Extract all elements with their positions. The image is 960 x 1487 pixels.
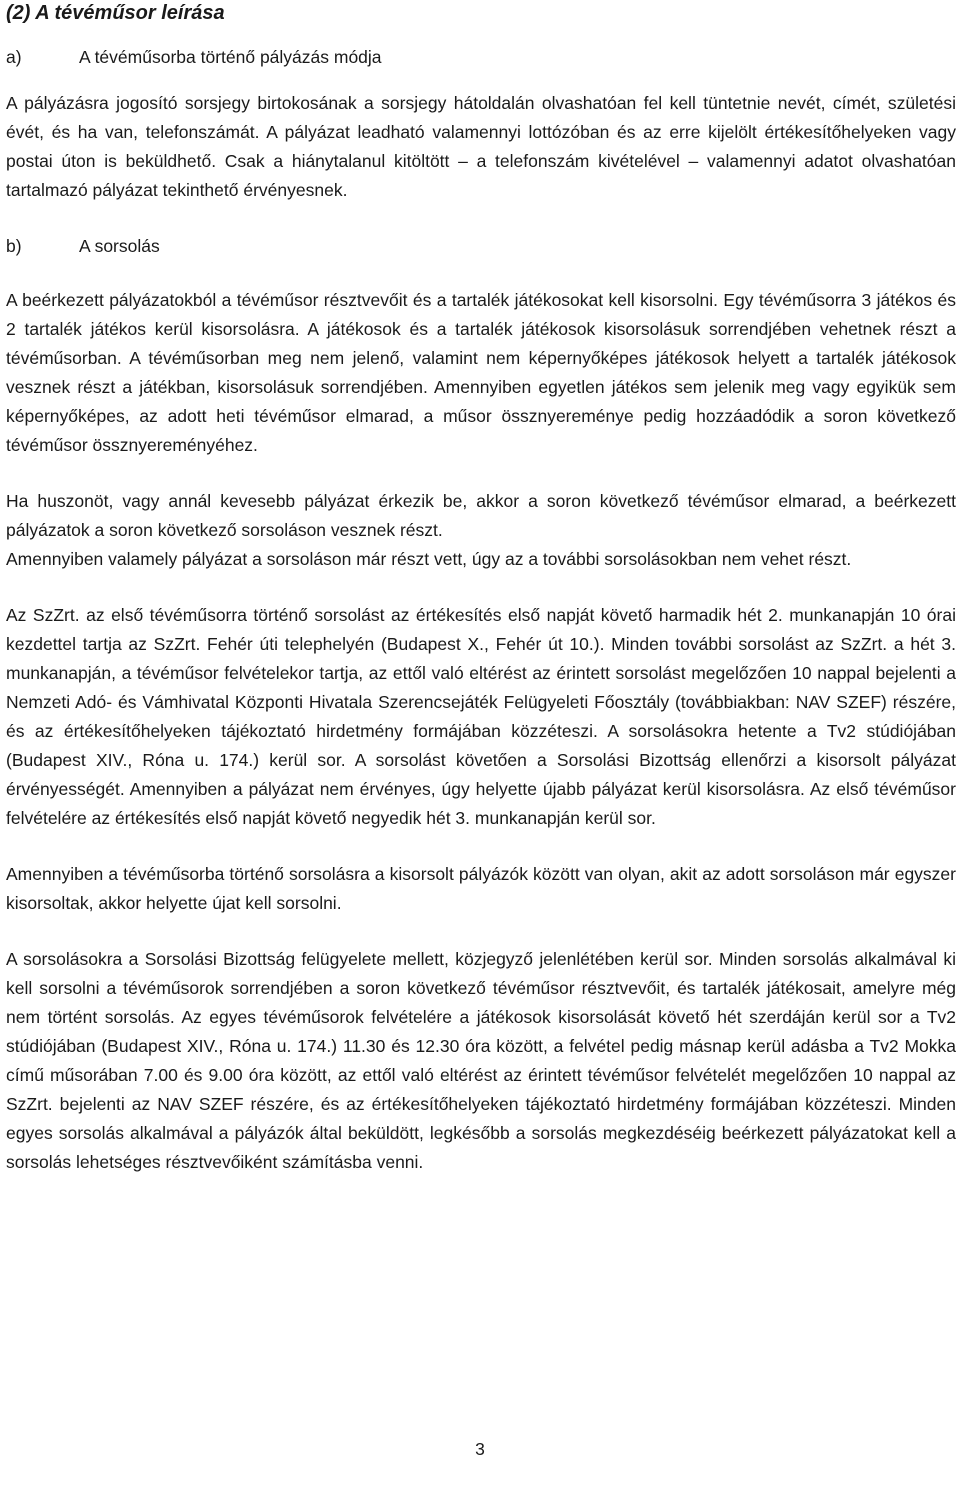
subsection-marker: b)	[6, 236, 22, 256]
paragraph-draw-rules: A beérkezett pályázatokból a tévéműsor résztvevőit és a tartalék játékosokat kell kisorsolni. Egy tévéműsorra 3 játékos és 2 tartalék játékos kerül kisorsolásra. A játékosok és a tartalék játékosok kisorsolásuk sorrendjében vehetnek részt a tévéműsorban. A tévéműsorban meg nem jelenő, valamint nem képernyőképes játékosok helyett a tartalék játékosok vesznek részt a játékban, kisorsolásuk sorrendjében. Amennyiben egyetlen játékos sem jelenik meg vagy egyikük sem képernyőképes, az adott heti tévéműsor elmarad, a műsor össznyereménye pedig hozzáadódik a soron következő tévéműsor össznyereményéhez.	[6, 290, 956, 455]
page-number: 3	[475, 1439, 485, 1459]
paragraph-eligibility: A pályázásra jogosító sorsjegy birtokosának a sorsjegy hátoldalán olvashatóan fel kell tüntetnie nevét, címét, születési évét, és ha van, telefonszámát. A pályázat leadható valamennyi lottózóban és az erre kijelölt értékesítőhelyeken vagy postai úton is beküldhető. Csak a hiánytalanul kitöltött – a telefonszám kivételével – valamennyi adatot olvashatóan tartalmazó pályázat tekinthető érvényesnek.	[6, 93, 956, 200]
document-page	[6, 0, 956, 1177]
paragraph-supervision: A sorsolásokra a Sorsolási Bizottság felügyelete mellett, közjegyző jelenlétében kerül sor. Minden sorsolás alkalmával ki kell sorsolni a tévéműsorok sorrendjében a soron következő tévéműsor résztvevőit, és tartalék játékosait, amelyre még nem történt sorsolás. Az egyes tévéműsorok felvételére a játékosok kisorsolását követő hét szerdáján kerül sor a Tv2 stúdiójában (Budapest XIV., Róna u. 174.) 11.30 és 12.30 óra között, a felvétel pedig másnap kerül adásba a Tv2 Mokka című műsorában 7.00 és 9.00 óra között, az ettől való eltérést az érintett tévéműsor felvételét megelőzően 10 nappal az SzZrt. bejelenti az NAV SZEF részére, és az értékesítőhelyeken tájékoztató hirdetmény formájában közzéteszi. Minden egyes sorsolás alkalmával a pályázók által beküldött, legkésőbb a sorsolás megkezdéséig beérkezett pályázatokat kell a sorsolás lehetséges résztvevőiként számításba venni.	[6, 949, 956, 1172]
paragraph-redraw: Amennyiben a tévéműsorba történő sorsolásra a kisorsolt pályázók között van olyan, akit az adott sorsoláson már egyszer kisorsoltak, akkor helyette újat kell sorsolni.	[6, 864, 956, 913]
paragraph-schedule: Az SzZrt. az első tévéműsorra történő sorsolást az értékesítés első napját követő harmadik hét 2. munkanapján 10 órai kezdettel tartja az SzZrt. Fehér úti telephelyén (Budapest X., Fehér út 10.). Minden további sorsolást az SzZrt. a hét 3. munkanapján, a tévéműsor felvételekor tartja, az ettől való eltérést az érintett sorsolást megelőzően 10 nappal bejelenti a Nemzeti Adó- és Vámhivatal Központi Hivatala Szerencsejáték Felügyeleti Főosztály (továbbiakban: NAV SZEF) részére, és az értékesítőhelyeken tájékoztató hirdetmény formájában közzéteszi. A sorsolásokra hetente a Tv2 stúdiójában (Budapest XIV., Róna u. 174.) kerül sor. A sorsolást követően a Sorsolási Bizottság ellenőrzi a kisorsolt pályázat érvényességét. Amennyiben a pályázat nem érvényes, úgy helyette újabb pályázat kerül kisorsolásra. Az első tévéműsor felvételére az értékesítés első napját követő negyedik hét 3. munkanapján kerül sor.	[6, 605, 956, 828]
paragraph-minimum-entries: Ha huszonöt, vagy annál kevesebb pályázat érkezik be, akkor a soron következő tévéműsor elmarad, a beérkezett pályázatok a soron következő sorsoláson vesznek részt.	[6, 491, 956, 540]
subsection-b-heading	[6, 232, 956, 261]
subsection-title: A sorsolás	[79, 236, 160, 256]
subsection-marker: a)	[6, 47, 22, 67]
section-title: (2) A tévéműsor leírása	[6, 2, 225, 24]
subsection-a-heading	[6, 43, 956, 72]
subsection-title: A tévéműsorba történő pályázás módja	[79, 47, 382, 67]
paragraph-single-use: Amennyiben valamely pályázat a sorsoláson már részt vett, úgy az a további sorsolásokban nem vehet részt.	[6, 549, 852, 569]
